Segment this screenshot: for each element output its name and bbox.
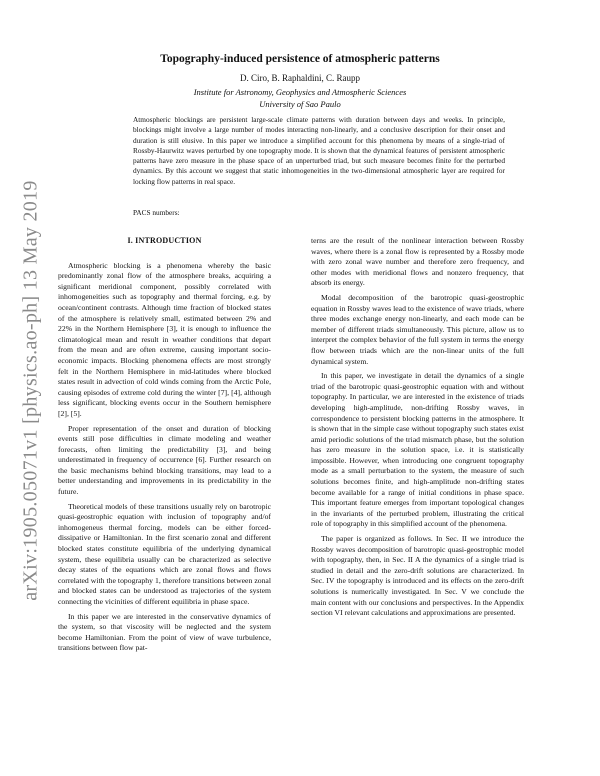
- intro-paragraph-1: Atmospheric blocking is a phenomena whereby the basic predominantly zonal flow of the atmosphere breaks, acquiring a significant meridional component, possibly correlated with inhomogeneities such as topography and thermal forcing, e.g. by ocean/continent contrasts. Although time fraction of blocked states of the atmosphere is relatively small, estimated between 2% and 22% in the Northern Hemisphere [3], it is enough to influence the climatological mean and result in weather conditions that depart from the mean and are often extreme, causing important socio-economic impacts. Blocking phenomena effects are most strongly felt in the Northern Hemisphere in mid-latitudes where blocked states result in advection of cold winds coming from the Arctic Pole, causing episodes of extreme cold during the winter [7], [4], although less significant, blocking events occur in the Southern hemisphere [2], [5].: [58, 260, 271, 418]
- abstract: Atmospheric blockings are persistent large-scale climate patterns with duration between days and weeks. In principle, blockings might involve a large number of modes interacting non-linearly, and a conclusive description for their onset and duration is still elusive. In this paper we introduce a simplified account for this phenomena by means of a single-triad of Rossby-Haurwitz waves perturbed by one topography mode. It is shown that the dynamical features of persistent atmospheric patterns have zero measure in the phase space of an unperturbed triad, but such measure becomes finite for the perturbed dynamics. By this account we suggest that static inhomogeneities in the two-dimensional atmospheric layer are required for locking flow patterns in real space.: [133, 115, 505, 186]
- affiliation: [0, 86, 600, 110]
- intro-paragraph-7: The paper is organized as follows. In Sec. II we introduce the Rossby waves decomposition of barotropic quasi-geostrophic model with topography, then, in Sec. II A the dynamics of a single triad is studied in detail and the zero-drift solutions are characterized. In Sec. IV the topography is introduced and its effects on the zero-drift solutions is numerically investigated. In Sec. V we conclude the main content with our conclusions and perspectives. In the Appendix section VI relevant calculations and approximations are presented.: [311, 534, 524, 618]
- section-heading-introduction: I. INTRODUCTION: [127, 236, 202, 245]
- author-list: D. Ciro, B. Raphaldini, C. Raupp: [240, 73, 360, 83]
- intro-paragraph-3: Theoretical models of these transitions usually rely on barotropic quasi-geostrophic equation with inclusion of topography and/of inhomogeneus thermal forcing, models can be either forced-dissipative or Hamiltonian. In the first scenario zonal and different blocked states constitute equilibria of the underlying dynamical system, these equilibria usually can be characterized as selective decay states of the equations which are zonal flows and flows correlated with the topography 1, therefore transitions between zonal and blocked states can be understood as trajectories of the system connecting the vicinities of different equilibria in phase space.: [58, 501, 271, 606]
- arxiv-identifier: arXiv:1905.05071v1 [physics.ao-ph] 13 May 2019: [19, 179, 42, 601]
- intro-paragraph-6: In this paper, we investigate in detail the dynamics of a single triad of the barotropic quasi-geostrophic equation with and without topography. In particular, we are interested in the existence of triads developing high-amplitude, non-drifting Rossby waves, in correspondence to persistent blocking patterns in the atmosphere. It is shown that in the simple case without topography such states exist amid periodic solutions of the triad mismatch phase, but the solution has zero measure in the solution space, i.e. it is statistically impossible. However, when introducing one congruent topography mode as a small perturbation to the system, the measure of such solutions becomes finite, and high-amplitude non-drifting states become available for a range of initial conditions in phase space. This important feature emerges from important topological changes in the invariants of the perturbed problem, illustrating the critical role of topography in this simplified account of the phenomena.: [311, 371, 524, 529]
- right-column: [311, 236, 524, 623]
- intro-paragraph-5: Modal decomposition of the barotropic quasi-geostrophic equation in Rossby waves lead to the existence of wave triads, where three modes exchange energy non-linearly, and each mode can be member of different triads simultaneously. This picture, allow us to interpret the complex behavior of the full system in terms the energy flow between triads which are the non-linear units of the full dynamical system.: [311, 292, 524, 366]
- left-column: [58, 236, 271, 658]
- pacs-numbers: PACS numbers:: [133, 208, 180, 217]
- paper-title: Topography-induced persistence of atmospheric patterns: [160, 53, 440, 65]
- intro-paragraph-4: In this paper we are interested in the conservative dynamics of the system, so that viscosity will be neglected and the system become Hamiltonian. From the point of view of wave turbulence, transitions between flow pat-: [58, 611, 271, 653]
- intro-paragraph-2: Proper representation of the onset and duration of blocking events still pose difficulties in climate modeling and weather forecasts, often limiting the predictability [3], and being underestimated in frequency of occurrence [6]. Further research on the basic mechanisms behind blocking transitions, may lead to a better understanding and improvements in its predictability in the future.: [58, 423, 271, 497]
- affiliation-institute: Institute for Astronomy, Geophysics and Atmospheric Sciences: [193, 87, 407, 97]
- intro-paragraph-4-continued: terns are the result of the nonlinear interaction between Rossby waves, where there is a zonal flow is represented by a Rossby mode with zero zonal wave number and therefore zero frequency, and other modes with meridional flows and nonzero frequency, that absorb its energy.: [311, 236, 524, 288]
- affiliation-university: University of Sao Paulo: [259, 99, 341, 109]
- arxiv-side-stamp: [16, 170, 46, 610]
